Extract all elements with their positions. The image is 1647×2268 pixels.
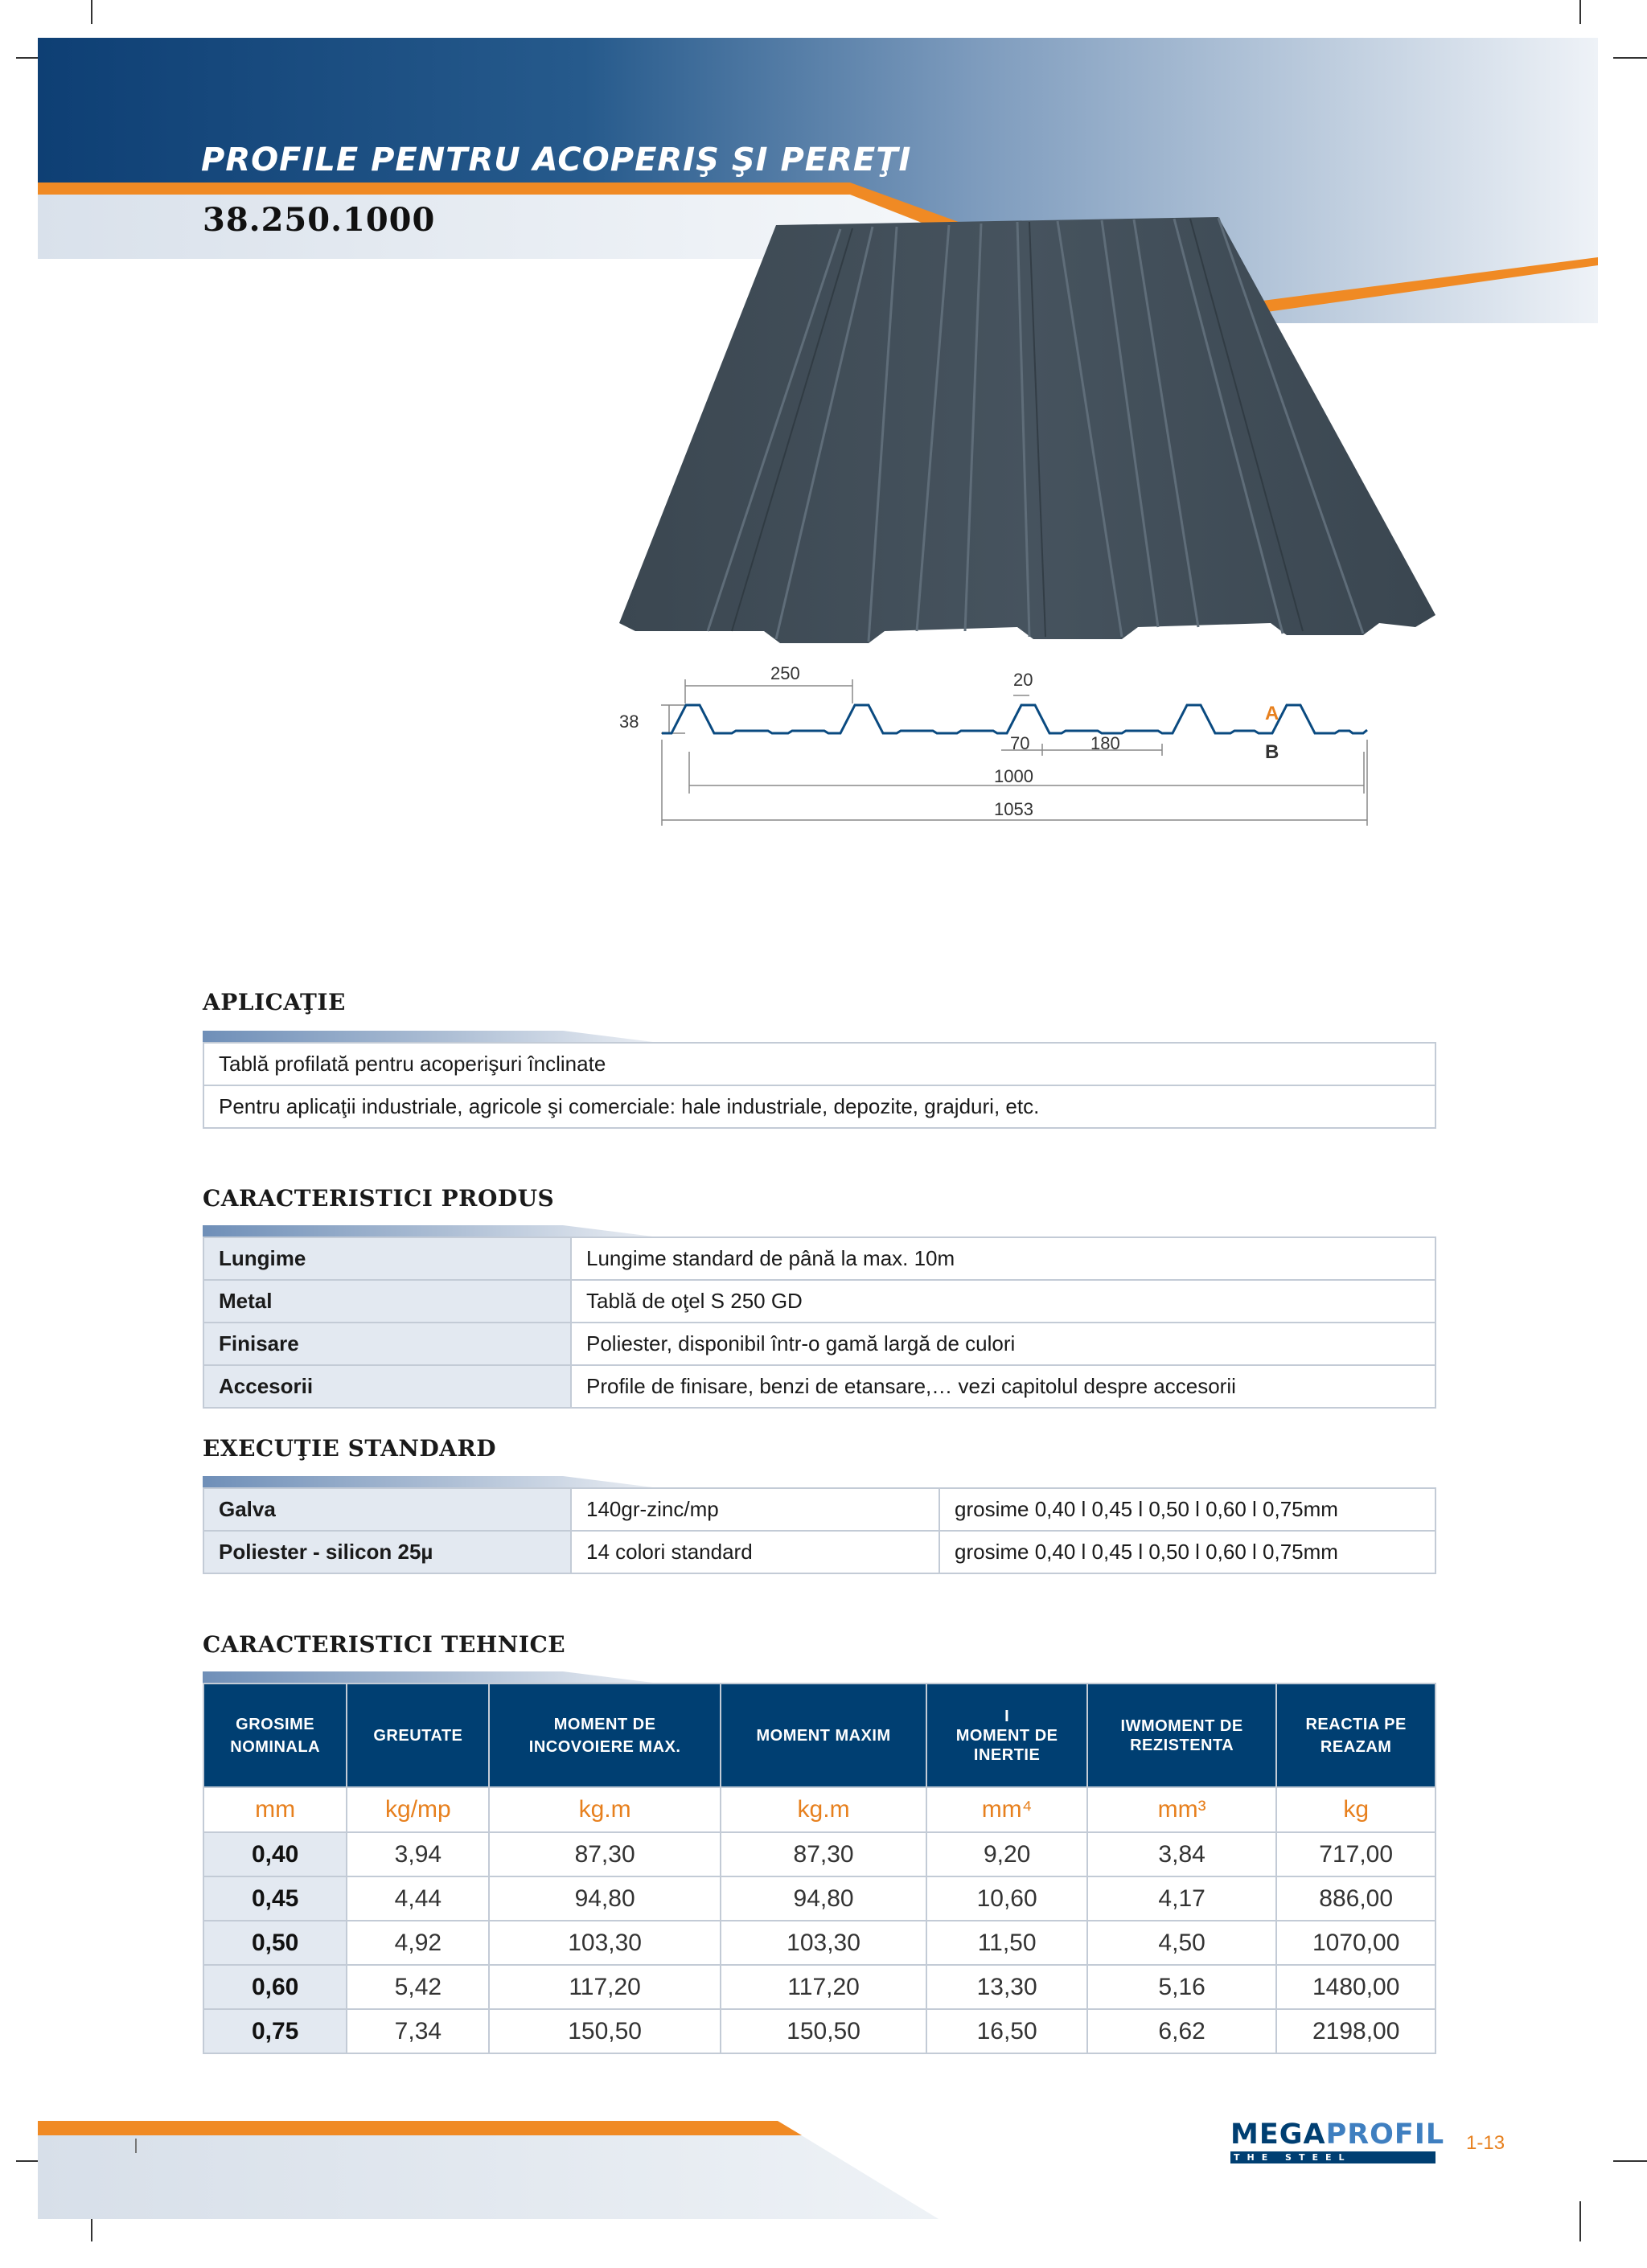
units-row [203, 1787, 1435, 1832]
col-header: REACTIA PE REAZAM [1276, 1684, 1435, 1787]
table-row [203, 1832, 1435, 1876]
label-b: B [1265, 741, 1279, 763]
table-row [203, 1085, 1435, 1128]
col-header: MOMENT DE INCOVOIERE MAX. [489, 1684, 720, 1787]
data-cell: 6,62 [1087, 2009, 1277, 2053]
thickness-cell: 0,60 [203, 1965, 347, 2009]
col-header: I MOMENT DE INERTIE [926, 1684, 1086, 1787]
product-code: 38.250.1000 [203, 201, 436, 239]
row-value: Lungime standard de până la max. 10m [571, 1237, 1435, 1280]
dim-1000: 1000 [994, 766, 1033, 786]
data-cell: 3,94 [347, 1832, 489, 1876]
crop-mark [1579, 2201, 1581, 2241]
section-bar [203, 1476, 653, 1487]
table-row [203, 2009, 1435, 2053]
row-value: Tablă de oţel S 250 GD [571, 1280, 1435, 1323]
data-cell: 3,84 [1087, 1832, 1277, 1876]
dim-70: 70 [1010, 733, 1030, 753]
footer-band [38, 2121, 947, 2219]
data-cell: 4,17 [1087, 1876, 1277, 1921]
caracteristici-produs-table [203, 1237, 1436, 1409]
data-cell: 87,30 [489, 1832, 720, 1876]
crop-mark [1613, 2160, 1647, 2162]
table-row [203, 1488, 1435, 1531]
page-number: 1-13 [1466, 2132, 1505, 2154]
table-row [203, 1876, 1435, 1921]
thickness-cell: 0,45 [203, 1876, 347, 1921]
data-cell: 117,20 [721, 1965, 927, 2009]
row-label: Finisare [203, 1323, 571, 1365]
data-cell: 886,00 [1276, 1876, 1435, 1921]
table-row [203, 1365, 1435, 1408]
table-row [203, 1965, 1435, 2009]
data-cell: 150,50 [721, 2009, 927, 2053]
data-cell: 13,30 [926, 1965, 1086, 2009]
executie-standard-table [203, 1487, 1436, 1574]
crop-mark [1613, 57, 1647, 59]
data-cell: 117,20 [489, 1965, 720, 2009]
tech-header-row [203, 1684, 1435, 1787]
roof-sheet-image [611, 217, 1448, 651]
row-value: Profile de finisare, benzi de etansare,… vezi capitolul despre accesorii [571, 1365, 1435, 1408]
data-cell: 16,50 [926, 2009, 1086, 2053]
data-cell: 10,60 [926, 1876, 1086, 1921]
data-cell: 11,50 [926, 1921, 1086, 1965]
section-bar [203, 1671, 653, 1683]
col-header: IWMOMENT DE REZISTENTA [1087, 1684, 1277, 1787]
data-cell: 4,44 [347, 1876, 489, 1921]
section-title-aplicatie: APLICAŢIE [203, 989, 346, 1015]
profile-drawing [611, 655, 1383, 832]
page-title: PROFILE PENTRU ACOPERIŞ ŞI PEREŢI [201, 141, 912, 178]
row-value: 140gr-zinc/mp [571, 1488, 939, 1531]
data-cell: 7,34 [347, 2009, 489, 2053]
section-title-caracteristici-tehnice: CARACTERISTICI TEHNICE [203, 1631, 566, 1658]
data-cell: 103,30 [489, 1921, 720, 1965]
crop-mark [91, 0, 92, 24]
unit-cell: kg.m [489, 1787, 720, 1832]
aplicatie-table [203, 1042, 1436, 1129]
row-label: Accesorii [203, 1365, 571, 1408]
thickness-cell: 0,50 [203, 1921, 347, 1965]
logo-tagline: THE STEEL FUTURE [1230, 2151, 1435, 2163]
section-bar [203, 1225, 653, 1237]
unit-cell: mm [203, 1787, 347, 1832]
table-row [203, 1280, 1435, 1323]
table-row [203, 1531, 1435, 1573]
col-header: GREUTATE [347, 1684, 489, 1787]
row-value: Poliester, disponibil într-o gamă largă de culori [571, 1323, 1435, 1365]
data-cell: 150,50 [489, 2009, 720, 2053]
dim-180: 180 [1090, 733, 1120, 753]
row-label: Galva [203, 1488, 571, 1531]
unit-cell: mm⁴ [926, 1787, 1086, 1832]
col-header: GROSIME NOMINALA [203, 1684, 347, 1787]
data-cell: 5,16 [1087, 1965, 1277, 2009]
dim-250: 250 [770, 663, 800, 683]
megaprofil-logo [1230, 2118, 1445, 2175]
aplicatie-row: Tablă profilată pentru acoperişuri înclinate [203, 1043, 1435, 1085]
row-extra: grosime 0,40 l 0,45 l 0,50 l 0,60 l 0,75mm [939, 1531, 1435, 1573]
logo-profil: PROFIL [1325, 2118, 1445, 2151]
section-bar [203, 1031, 653, 1042]
data-cell: 2198,00 [1276, 2009, 1435, 2053]
data-cell: 94,80 [721, 1876, 927, 1921]
thickness-cell: 0,40 [203, 1832, 347, 1876]
dim-20: 20 [1013, 670, 1033, 690]
thickness-cell: 0,75 [203, 2009, 347, 2053]
aplicatie-row: Pentru aplicaţii industriale, agricole şi comerciale: hale industriale, depozite, grajduri, etc. [203, 1085, 1435, 1128]
table-row [203, 1323, 1435, 1365]
table-row [203, 1237, 1435, 1280]
table-row [203, 1921, 1435, 1965]
unit-cell: mm³ [1087, 1787, 1277, 1832]
logo-mega: MEGA [1230, 2118, 1326, 2151]
table-row [203, 1043, 1435, 1085]
row-label: Metal [203, 1280, 571, 1323]
tech-table [203, 1683, 1436, 2054]
col-header: MOMENT MAXIM [721, 1684, 927, 1787]
label-a: A [1265, 703, 1279, 724]
section-title-executie-standard: EXECUŢIE STANDARD [203, 1435, 497, 1462]
row-extra: grosime 0,40 l 0,45 l 0,50 l 0,60 l 0,75mm [939, 1488, 1435, 1531]
data-cell: 4,92 [347, 1921, 489, 1965]
data-cell: 1480,00 [1276, 1965, 1435, 2009]
unit-cell: kg/mp [347, 1787, 489, 1832]
section-title-caracteristici-produs: CARACTERISTICI PRODUS [203, 1185, 555, 1212]
data-cell: 94,80 [489, 1876, 720, 1921]
data-cell: 9,20 [926, 1832, 1086, 1876]
row-value: 14 colori standard [571, 1531, 939, 1573]
dim-38: 38 [619, 712, 639, 732]
crop-mark [1579, 0, 1581, 24]
data-cell: 4,50 [1087, 1921, 1277, 1965]
row-label: Poliester - silicon 25µ [203, 1531, 571, 1573]
data-cell: 5,42 [347, 1965, 489, 2009]
row-label: Lungime [203, 1237, 571, 1280]
unit-cell: kg.m [721, 1787, 927, 1832]
data-cell: 717,00 [1276, 1832, 1435, 1876]
dim-1053: 1053 [994, 799, 1033, 819]
data-cell: 87,30 [721, 1832, 927, 1876]
unit-cell: kg [1276, 1787, 1435, 1832]
data-cell: 1070,00 [1276, 1921, 1435, 1965]
data-cell: 103,30 [721, 1921, 927, 1965]
